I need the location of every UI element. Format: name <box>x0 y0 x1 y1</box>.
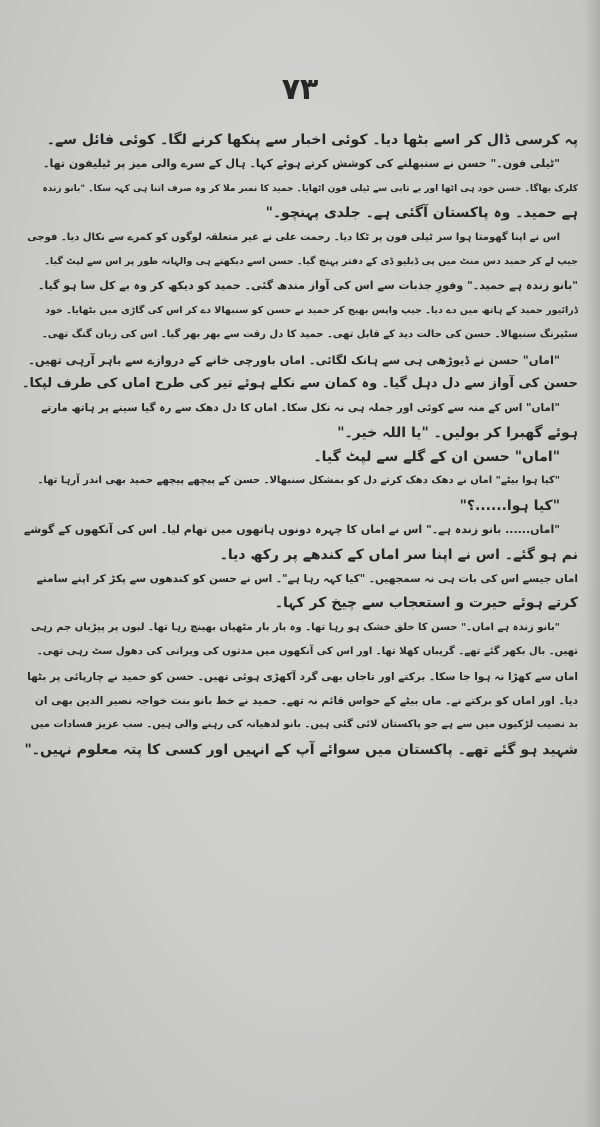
text-line: "اماں" اس کے منہ سے کوئی اور جملہ ہی نہ نکل سکا۔ اماں کا دل دھک سے رہ گیا سینے پر ہاتھ مارتے <box>41 402 560 415</box>
text-line: دیا۔ اور اماں کو برکتے نے۔ ماں بیٹے کے حواس قائم نہ تھے۔ حمید نے خط بانو بنت خواجہ نصیر الدین بھی ان <box>34 694 578 707</box>
text-line: تھیں۔ بال بکھر گئے تھے۔ گریباں کھلا تھا۔ اور اس کی آنکھوں میں مدتوں کی ویرانی کی دھول سٹ رہی تھی۔ <box>36 646 578 658</box>
text-line: شہید ہو گئے تھے۔ پاکستان میں سوائے آپ کے انہیں اور کسی کا پتہ معلوم نہیں۔" <box>24 741 578 758</box>
text-line: حسن کی آواز سے دل دہل گیا۔ وہ کمان سے نکلے ہوئے تیر کی طرح اماں کی طرف لپکا۔ <box>22 375 578 391</box>
text-line: کلرک بھاگا۔ حسن خود ہی اٹھا اور بے تابی سے ٹیلی فون اٹھایا۔ حمید کا نمبر ملا کر وہ صرف اتنا ہی کہہ سکا۔ "بانو زندہ <box>42 183 578 194</box>
text-line: "ٹیلی فون۔" حسن نے سنبھلنے کی کوشش کرتے ہوئے کہا۔ ہال کے سرے والی میز پر ٹیلیفون تھا۔ <box>43 157 560 171</box>
text-line: "بانو زندہ ہے حمید۔" وفورِ جذبات سے اس کی آواز مندھ گئی۔ حمید کو دیکھ کر وہ بے کل سا ہو گیا۔ <box>37 279 578 293</box>
text-line: اس نے اپنا گھومتا ہوا سر ٹیلی فون پر ٹکا دیا۔ رحمت علی نے غیر متعلقہ لوگوں کو کمرے سے نکال دیا۔ فوجی <box>27 231 560 243</box>
text-line: کرتے ہوئے حیرت و استعجاب سے چیخ کر کہا۔ <box>274 595 578 612</box>
text-line: سٹیرنگ سنبھالا۔ حسن کی حالت دید کے قابل تھی۔ حمید کا دل رقت سے بھر بھر گیا۔ اس کی زبان گنگ تھی۔ <box>41 329 578 341</box>
page-number: ۷۳ <box>281 72 319 107</box>
text-line: "کیا ہوا......؟" <box>459 497 560 514</box>
text-line: "کیا ہوا بیٹے" اماں نے دھک دھک کرتے دل کو بمشکل سنبھالا۔ حسن کے پیچھے پیچھے حمید بھی اندر آرہا تھا۔ <box>37 475 560 487</box>
text-line: "اماں" حسن ان کے گلے سے لپٹ گیا۔ <box>313 449 560 466</box>
text-line: اماں سے کھڑا نہ ہوا جا سکا۔ برکتے اور تاجاں بھی گرد آکھڑی ہوئی تھیں۔ حسن کو حمید نے چارپائی پر بٹھا <box>27 670 578 683</box>
text-line: پہ کرسی ڈال کر اسے بٹھا دیا۔ کوئی اخبار سے پنکھا کرنے لگا۔ کوئی فائل سے۔ <box>46 132 578 148</box>
text-line: جیپ لے کر حمید دس منٹ میں پی ڈبلیو ڈی کے دفتر پہنچ گیا۔ حسن اسے دیکھتے ہی والہانہ طور پر اس سے لپٹ گیا۔ <box>44 255 578 267</box>
text-line: "بانو زندہ ہے اماں۔" حسن کا حلق خشک ہو رہا تھا۔ وہ بار بار مٹھیاں بھینچ رہا تھا۔ لبوں پر پپڑیاں جم رہی <box>31 621 560 633</box>
text-line: ہوئے گھبرا کر بولیں۔ "یا اللہ خیر۔" <box>337 424 578 441</box>
text-line: بد نصیب لڑکیوں میں سے ہے جو پاکستان لائی گئی ہیں۔ بانو لدھیانہ کی رہنے والی ہیں۔ سب عزیز فسادات میں <box>30 719 578 731</box>
text-line: نم ہو گئے۔ اس نے اپنا سر اماں کے کندھے پر رکھ دیا۔ <box>219 546 578 563</box>
text-line: اماں جیسے اس کی بات ہی نہ سمجھیں۔ "کیا کہہ رہا ہے"۔ اس نے حسن کو کندھوں سے پکڑ کر اپنے سامنے <box>36 573 578 586</box>
text-line: "اماں...... بانو زندہ ہے۔" اس نے اماں کا چہرہ دونوں ہاتھوں میں تھام لیا۔ اس کی آنکھوں کے گوشے <box>23 523 560 537</box>
body-text <box>22 128 578 762</box>
text-line: ڈرائیور حمید کے ہاتھ میں دے دیا۔ جیپ واپس بھیج کر حمید نے حسن کو سنبھالا دے کر اس کی گاڑی میں بٹھایا۔ خود <box>45 304 578 316</box>
page-edge-shadow <box>584 0 600 1127</box>
text-line: ہے حمید۔ وہ پاکستان آگئی ہے۔ جلدی پہنچو۔" <box>265 205 578 222</box>
text-line: "اماں" حسن نے ڈیوڑھی ہی سے ہانک لگائی۔ اماں باورچی خانے کے دروازے سے باہر آرہی تھیں۔ <box>28 352 560 367</box>
